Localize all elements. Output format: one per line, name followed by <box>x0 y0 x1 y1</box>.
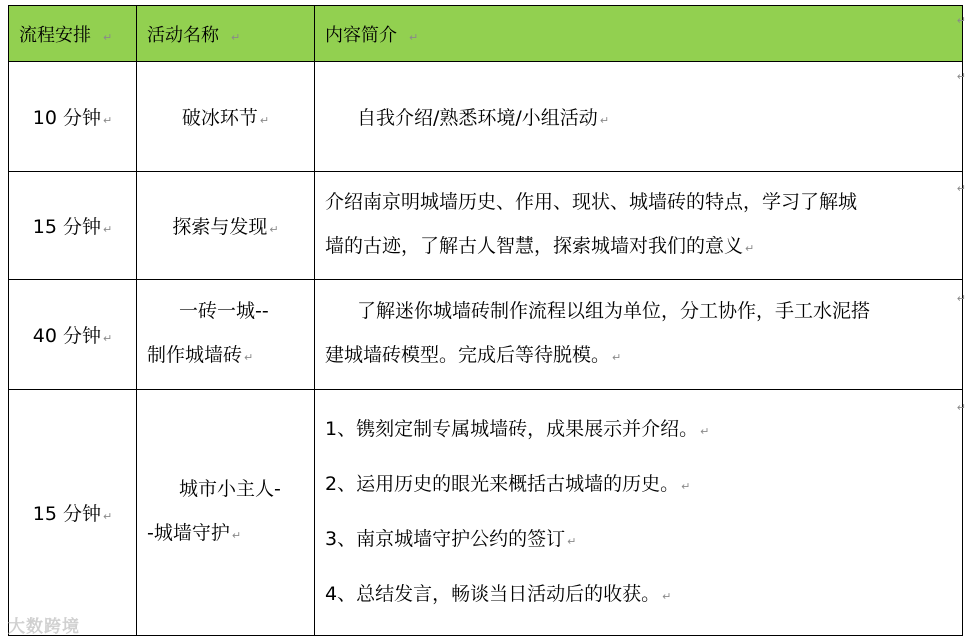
list-item: 1、镌刻定制专属城墙砖，成果展示并介绍。 ↵ <box>325 417 710 440</box>
table-row <box>9 390 963 636</box>
list-item: 4、总结发言，畅谈当日活动后的收获。 ↵ <box>325 582 672 605</box>
paragraph-mark: ↵ <box>103 30 113 44</box>
paragraph-mark: ↵ <box>269 223 279 236</box>
header-cell-activity: 活动名称 ↵ <box>137 6 315 62</box>
paragraph-mark: ↵ <box>259 114 270 127</box>
paragraph-mark: ↵ <box>567 534 577 548</box>
paragraph-mark: ↵ <box>231 30 241 44</box>
schedule-table <box>8 5 963 636</box>
row-end-mark: ↵ <box>956 292 966 305</box>
row-end-mark: ↵ <box>956 70 966 83</box>
time-cell: 10 分钟 ↵ <box>9 62 137 172</box>
activity-cell: 城市小主人- -城墙守护 ↵ <box>137 390 315 636</box>
description-cell <box>315 390 963 636</box>
time-cell: 15 分钟 ↵ <box>9 172 137 280</box>
header-row <box>9 6 963 62</box>
activity-cell: 破冰环节 ↵ <box>137 62 315 172</box>
row-end-mark: ↵ <box>956 401 966 414</box>
table-row <box>9 62 963 172</box>
activity-cell: 一砖一城-- 制作城墙砖 ↵ <box>137 280 315 390</box>
paragraph-mark: ↵ <box>681 479 691 493</box>
paragraph-mark: ↵ <box>612 351 622 364</box>
paragraph-mark: ↵ <box>700 424 710 438</box>
time-cell: 15 分钟 ↵ <box>9 390 137 636</box>
table-row <box>9 172 963 280</box>
list-item: 3、南京城墙守护公约的签订 ↵ <box>325 527 577 550</box>
watermark-logo: 大数跨境 <box>8 617 80 637</box>
activity-cell: 探索与发现 ↵ <box>137 172 315 280</box>
list-item: 2、运用历史的眼光来概括古城墙的历史。 ↵ <box>325 472 691 495</box>
header-cell-schedule: 流程安排 ↵ <box>9 6 137 62</box>
table-row <box>9 280 963 390</box>
paragraph-mark: ↵ <box>103 114 113 127</box>
description-cell: 介绍南京明城墙历史、作用、现状、城墙砖的特点，学习了解城 墙的古迹，了解古人智慧，探索城墙对我们的意义 ↵ <box>315 172 963 280</box>
paragraph-mark: ↵ <box>244 351 254 364</box>
row-end-mark: ↵ <box>956 14 966 27</box>
description-cell: 了解迷你城墙砖制作流程以组为单位，分工协作，手工水泥搭 建城墙砖模型。完成后等待脱模。 ↵ <box>315 280 963 390</box>
paragraph-mark: ↵ <box>599 114 610 127</box>
paragraph-mark: ↵ <box>231 529 242 542</box>
paragraph-mark: ↵ <box>103 223 113 236</box>
paragraph-mark: ↵ <box>745 242 755 255</box>
header-cell-content: 内容简介 ↵ <box>315 6 963 62</box>
row-end-mark: ↵ <box>956 182 966 195</box>
paragraph-mark: ↵ <box>103 510 113 523</box>
time-cell: 40 分钟 ↵ <box>9 280 137 390</box>
paragraph-mark: ↵ <box>409 30 419 44</box>
paragraph-mark: ↵ <box>662 589 672 603</box>
paragraph-mark: ↵ <box>103 332 113 345</box>
description-cell: 自我介绍/熟悉环境/小组活动 ↵ <box>315 62 963 172</box>
